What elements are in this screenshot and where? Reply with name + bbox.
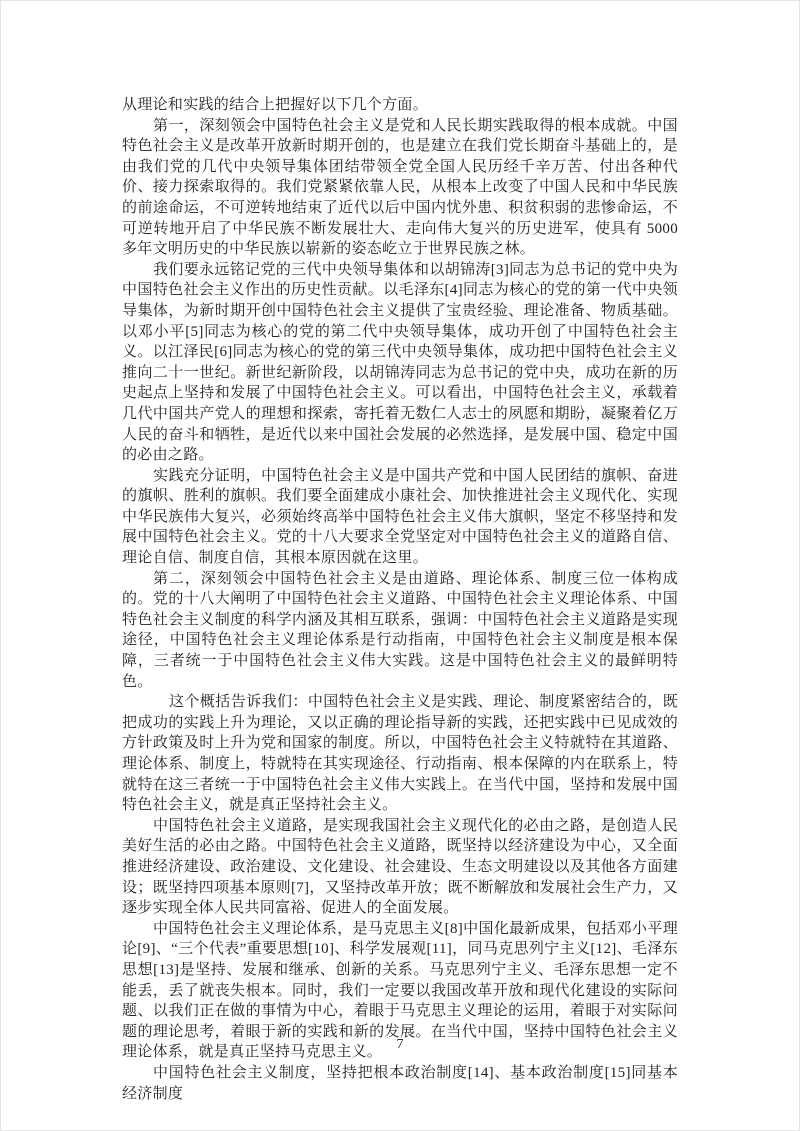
page-footer	[1, 1035, 799, 1053]
page-number: 7	[396, 1037, 404, 1052]
paragraph: 这个概括告诉我们：中国特色社会主义是实践、理论、制度紧密结合的，既把成功的实践上升为理论，又以正确的理论指导新的实践，还把实践中已见成效的方针政策及时上升为党和国家的制度。所以，中国特色社会主义特就特在其道路、理论体系、制度上，特就特在其实现途径、行动指南、根本保障的内在联系上，特就特在这三者统一于中国特色社会主义伟大实践上。在当代中国，坚持和发展中国特色社会主义，就是真正坚持社会主义。	[122, 694, 678, 814]
paragraph: 中国特色社会主义制度，坚持把根本政治制度[14]、基本政治制度[15]同基本经济制度	[122, 1064, 678, 1102]
paragraph: 第二，深刻领会中国特色社会主义是由道路、理论体系、制度三位一体构成的。党的十八大阐明了中国特色社会主义道路、中国特色社会主义理论体系、中国特色社会主义制度的科学内涵及其相互联系，强调：中国特色社会主义道路是实现途径，中国特色社会主义理论体系是行动指南，中国特色社会主义制度是根本保障，三者统一于中国特色社会主义伟大实践。这是中国特色社会主义的最鲜明特色。	[122, 570, 678, 690]
paragraph: 中国特色社会主义理论体系，是马克思主义[8]中国化最新成果，包括邓小平理论[9]、“三个代表”重要思想[10]、科学发展观[11]，同马克思列宁主义[12]、毛泽东思想[13]是坚持、发展和继承、创新的关系。马克思列宁主义、毛泽东思想一定不能丢，丢了就丧失根本。同时，我们一定要以我国改革开放和现代化建设的实际问题、以我们正在做的事情为中心，着眼于马克思主义理论的运用，着眼于对实际问题的理论思考，着眼于新的实践和新的发展。在当代中国，坚持中国特色社会主义理论体系，就是真正坚持马克思主义。	[122, 920, 678, 1061]
paragraph: 我们要永远铭记党的三代中央领导集体和以胡锦涛[3]同志为总书记的党中央为中国特色社会主义作出的历史性贡献。以毛泽东[4]同志为核心的党的第一代中央领导集体，为新时期开创中国特色社会主义提供了宝贵经验、理论准备、物质基础。以邓小平[5]同志为核心的党的第二代中央领导集体，成功开创了中国特色社会主义。以江泽民[6]同志为核心的党的第三代中央领导集体，成功把中国特色社会主义推向二十一世纪。新世纪新阶段，以胡锦涛同志为总书记的党中央，成功在新的历史起点上坚持和发展了中国特色社会主义。可以看出，中国特色社会主义，承载着几代中国共产党人的理想和探索，寄托着无数仁人志士的夙愿和期盼，凝聚着亿万人民的奋斗和牺牲，是近代以来中国社会发展的必然选择，是发展中国、稳定中国的必由之路。	[122, 261, 678, 464]
paragraph: 实践充分证明，中国特色社会主义是中国共产党和中国人民团结的旗帜、奋进的旗帜、胜利的旗帜。我们要全面建成小康社会、加快推进社会主义现代化、实现中华民族伟大复兴，必须始终高举中国特色社会主义伟大旗帜，坚定不移坚持和发展中国特色社会主义。党的十八大要求全党坚定对中国特色社会主义的道路自信、理论自信、制度自信，其根本原因就在这里。	[122, 467, 678, 567]
document-body	[122, 95, 678, 1104]
paragraph: 中国特色社会主义道路，是实现我国社会主义现代化的必由之路，是创造人民美好生活的必由之路。中国特色社会主义道路，既坚持以经济建设为中心，又全面推进经济建设、政治建设、文化建设、社会建设、生态文明建设以及其他各方面建设；既坚持四项基本原则[7]，又坚持改革开放；既不断解放和发展社会生产力，又逐步实现全体人民共同富裕、促进人的全面发展。	[122, 817, 678, 917]
paragraph: 第一，深刻领会中国特色社会主义是党和人民长期实践取得的根本成就。中国特色社会主义是改革开放新时期开创的，也是建立在我们党长期奋斗基础上的，是由我们党的几代中央领导集体团结带领全党全国人民历经千辛万苦、付出各种代价、接力探索取得的。我们党紧紧依靠人民，从根本上改变了中国人民和中华民族的前途命运，不可逆转地结束了近代以后中国内忧外患、积贫积弱的悲惨命运，不可逆转地开启了中华民族不断发展壮大、走向伟大复兴的历史进军，使具有 5000 多年文明历史的中华民族以崭新的姿态屹立于世界民族之林。	[122, 117, 678, 258]
paragraph: 从理论和实践的结合上把握好以下几个方面。	[122, 97, 429, 113]
